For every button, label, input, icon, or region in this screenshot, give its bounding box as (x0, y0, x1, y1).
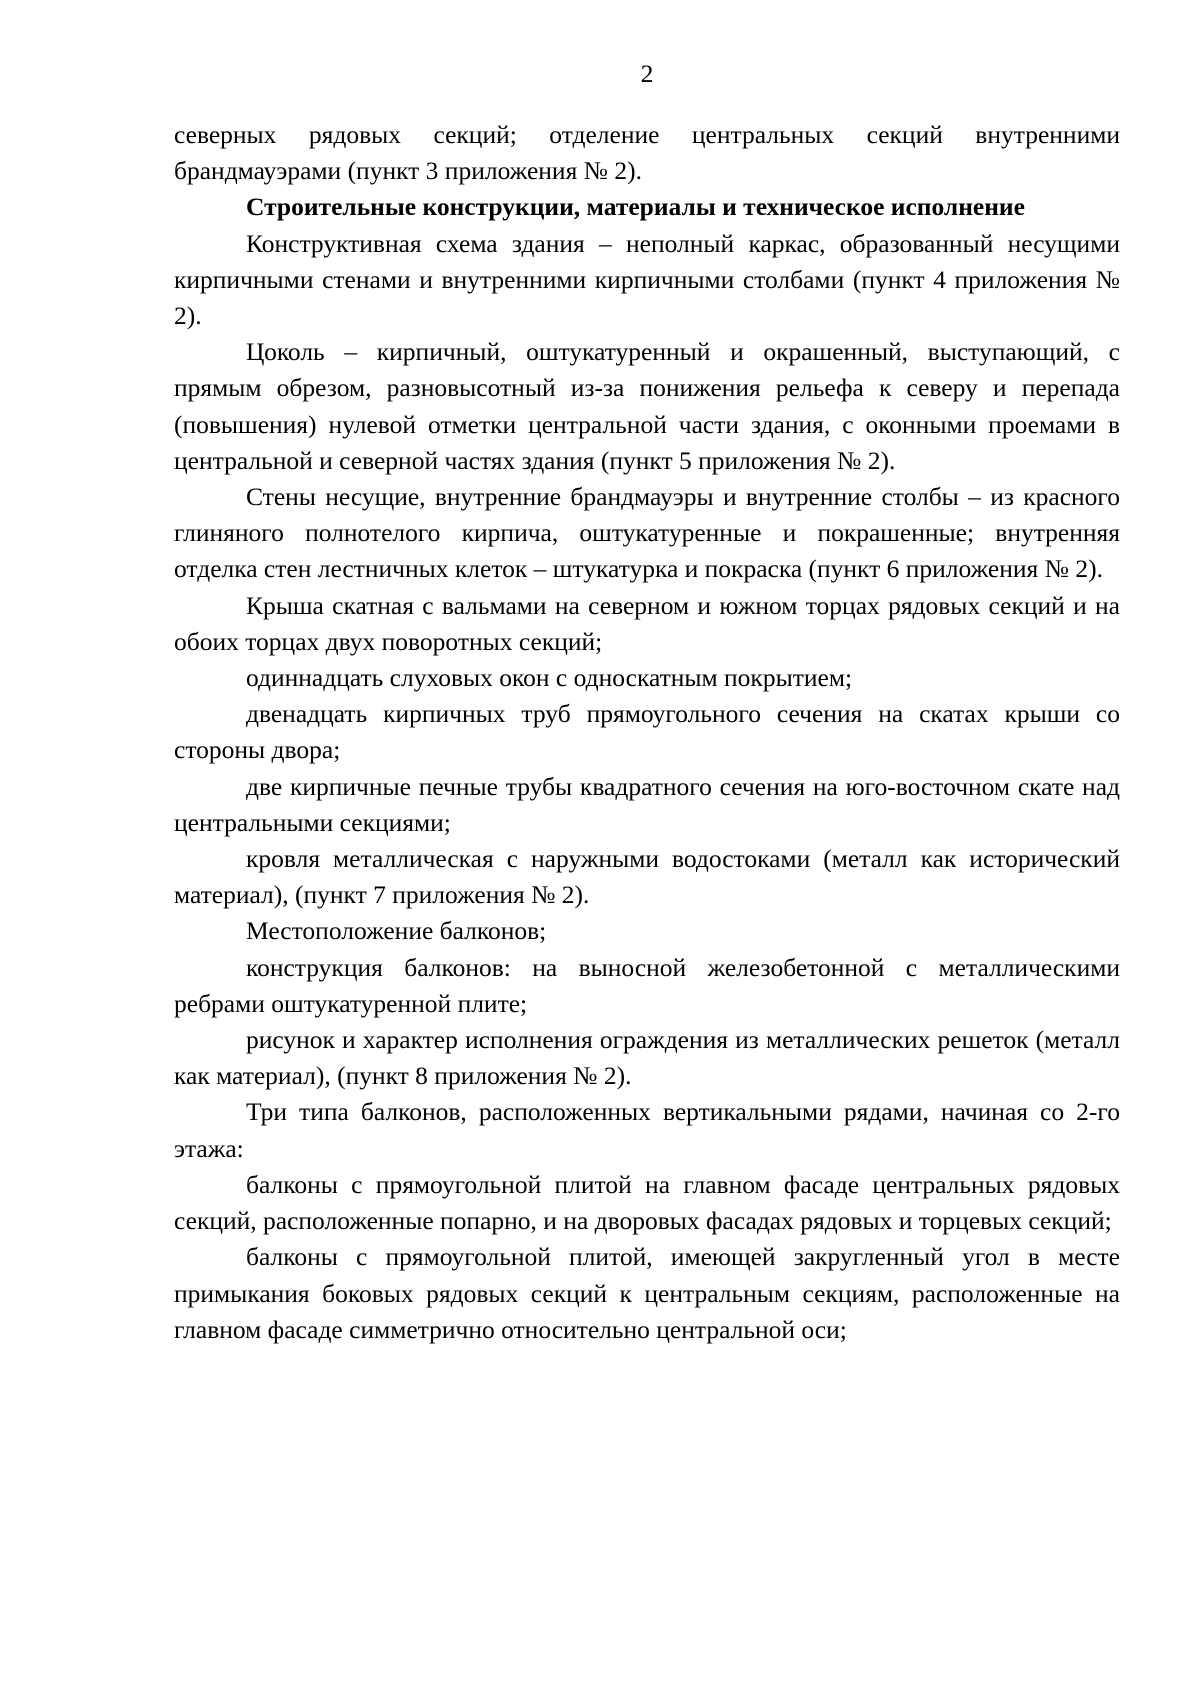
paragraph-railing-pattern: рисунок и характер исполнения ограждения из металлических решеток (металл как материал), (пункт 8 приложения № 2). (174, 1025, 1120, 1091)
paragraph-walls: Стены несущие, внутренние брандмауэры и внутренние столбы – из красного глиняного полнотелого кирпича, оштукатуренные и покрашенные; внутренняя отделка стен лестничных клеток – штукатурка и покраска (пункт 6 приложения № 2). (174, 482, 1120, 584)
document-body (174, 117, 1120, 1348)
section-heading: Строительные конструкции, материалы и техническое исполнение (246, 192, 1025, 222)
paragraph-plinth: Цоколь – кирпичный, оштукатуренный и окрашенный, выступающий, с прямым обрезом, разновысотный из-за понижения рельефа к северу и перепада (повышения) нулевой отметки центральной части здания, с оконными проемами в центральной и северной частях здания (пункт 5 приложения № 2). (174, 337, 1120, 475)
paragraph-construction-scheme: Конструктивная схема здания – неполный каркас, образованный несущими кирпичными стенами и внутренними кирпичными столбами (пункт 4 приложения № 2). (174, 228, 1120, 331)
paragraph-continuation: северных рядовых секций; отделение центральных секций внутренними брандмауэрами (пункт 3 приложения № 2). (174, 120, 1120, 186)
paragraph-roofing: кровля металлическая с наружными водостоками (металл как исторический материал), (пункт 7 приложения № 2). (174, 844, 1120, 910)
paragraph-roof: Крыша скатная с вальмами на северном и южном торцах рядовых секций и на обоих торцах двух поворотных секций; (174, 590, 1120, 656)
paragraph-balcony-construction: конструкция балконов: на выносной железобетонной с металлическими ребрами оштукатуренной плите; (174, 952, 1120, 1018)
paragraph-dormer-windows: одиннадцать слуховых окон с односкатным покрытием; (246, 663, 853, 693)
paragraph-brick-chimneys: двенадцать кирпичных труб прямоугольного сечения на скатах крыши со стороны двора; (174, 699, 1120, 765)
page-number: 2 (640, 59, 654, 88)
paragraph-balcony-types: Три типа балконов, расположенных вертикальными рядами, начиная со 2-го этажа: (174, 1097, 1120, 1163)
paragraph-balcony-type-1: балконы с прямоугольной плитой на главном фасаде центральных рядовых секций, расположенные попарно, и на дворовых фасадах рядовых и торцевых секций; (174, 1169, 1120, 1236)
paragraph-stove-chimneys: две кирпичные печные трубы квадратного сечения на юго-восточном скате над центральными секциями; (174, 771, 1120, 837)
paragraph-balcony-type-2: балконы с прямоугольной плитой, имеющей закругленный угол в месте примыкания боковых рядовых секций к центральным секциям, расположенные на главном фасаде симметрично относительно центральной оси; (174, 1242, 1120, 1344)
paragraph-balcony-location: Местоположение балконов; (246, 916, 547, 946)
